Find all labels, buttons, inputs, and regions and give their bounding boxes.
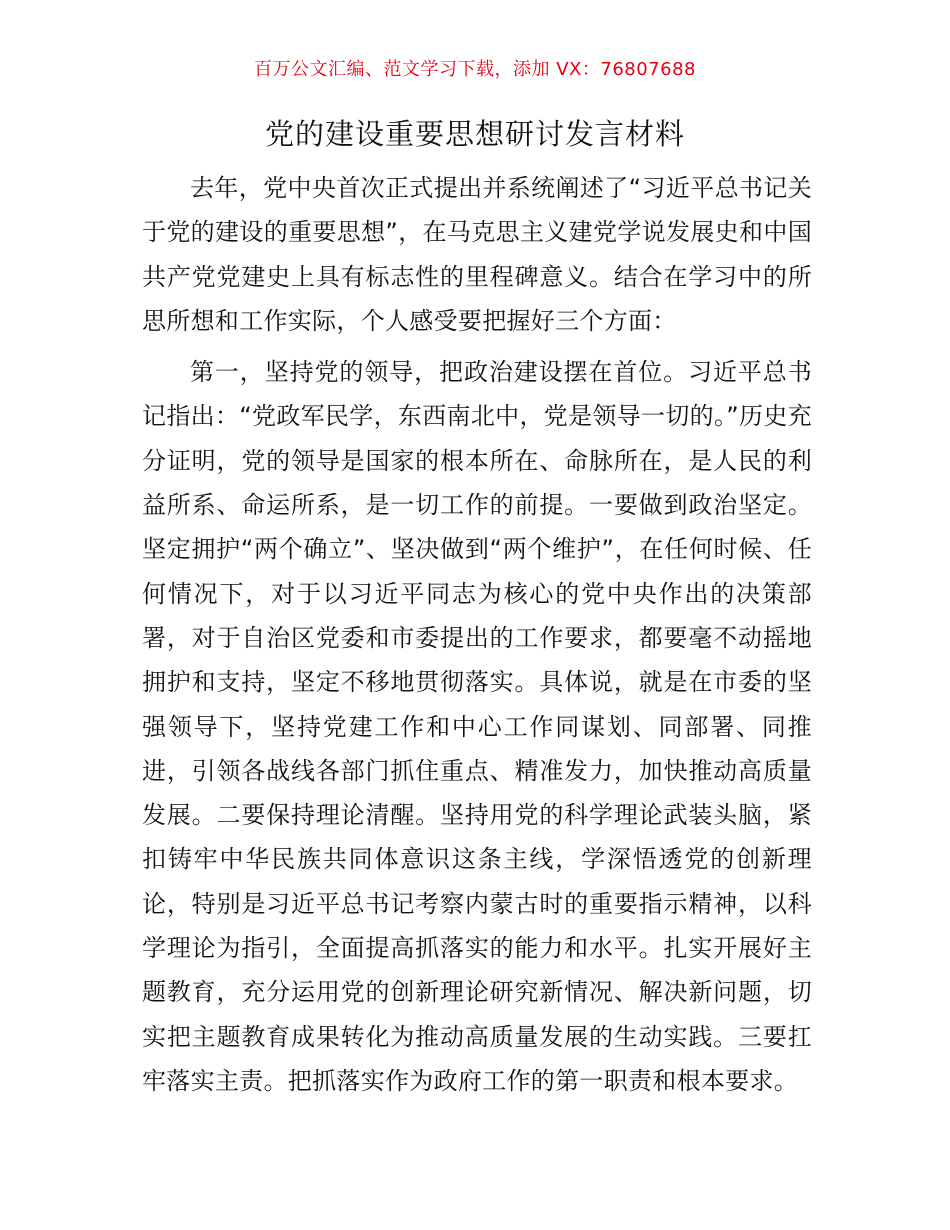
document-body — [142, 166, 812, 1110]
paragraph-intro: 去年，党中央首次正式提出并系统阐述了“习近平总书记关于党的建设的重要思想”，在马克思主义建党学说发展史和中国共产党党建史上具有标志性的里程碑意义。结合在学习中的所思所想和工作实际，个人感受要把握好三个方面： — [142, 174, 812, 335]
paragraph-first-point: 第一，坚持党的领导，把政治建设摆在首位。习近平总书记指出：“党政军民学，东西南北中，党是领导一切的。”历史充分证明，党的领导是国家的根本所在、命脉所在，是人民的利益所系、命运所系，是一切工作的前提。一要做到政治坚定。坚定拥护“两个确立”、坚决做到“两个维护”，在任何时候、任何情况下，对于以习近平同志为核心的党中央作出的决策部署，对于自治区党委和市委提出的工作要求，都要毫不动摇地拥护和支持，坚定不移地贯彻落实。具体说，就是在市委的坚强领导下，坚持党建工作和中心工作同谋划、同部署、同推进，引领各战线各部门抓住重点、精准发力，加快推动高质量发展。二要保持理论清醒。坚持用党的科学理论武装头脑，紧扣铸牢中华民族共同体意识这条主线，学深悟透党的创新理论，特别是习近平总书记考察内蒙古时的重要指示精神，以科学理论为指引，全面提高抓落实的能力和水平。扎实开展好主题教育，充分运用党的创新理论研究新情况、解决新问题，切实把主题教育成果转化为推动高质量发展的生动实践。三要扛牢落实主责。把抓落实作为政府工作的第一职责和根本要求。 — [142, 358, 812, 1095]
watermark-header: 百万公文汇编、范文学习下载，添加 VX：76807688 — [254, 59, 696, 80]
document-title: 党的建设重要思想研讨发言材料 — [264, 117, 685, 151]
